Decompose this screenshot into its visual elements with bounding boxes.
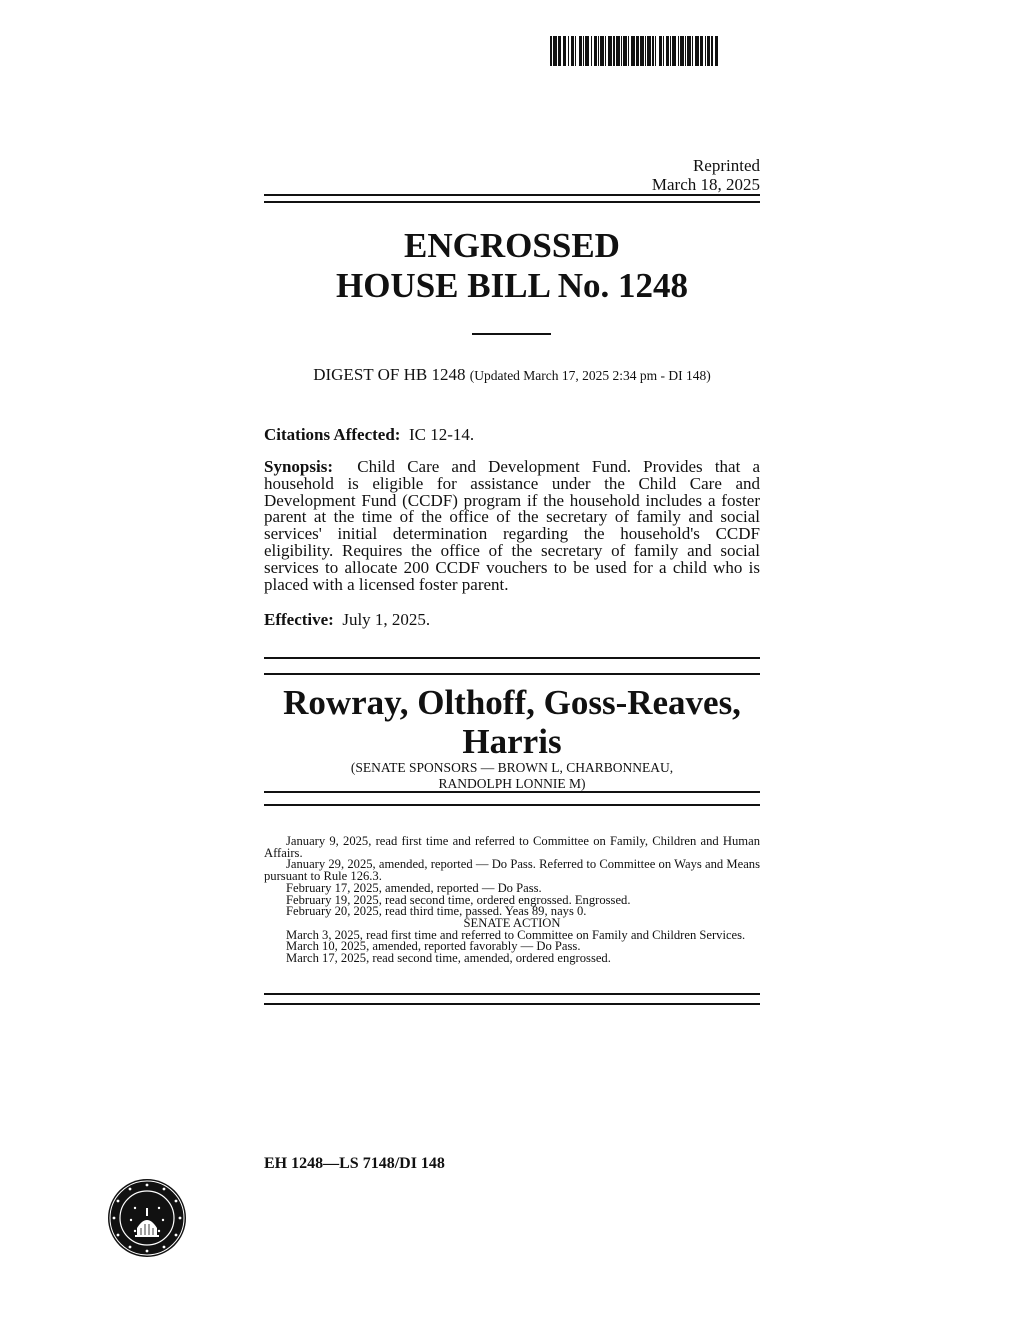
reprinted-label: Reprinted bbox=[692, 156, 760, 175]
senate-sponsors-line2: RANDOLPH LONNIE M) bbox=[438, 776, 586, 791]
bill-title-line1: ENGROSSED bbox=[404, 226, 620, 265]
senate-action-heading: SENATE ACTION bbox=[463, 915, 561, 930]
senate-sponsors bbox=[264, 760, 760, 792]
house-action: February 19, 2025, read second time, ordered engrossed. Engrossed. bbox=[286, 892, 631, 907]
synopsis-label: Synopsis: bbox=[264, 457, 333, 476]
effective-date bbox=[264, 612, 760, 629]
reprint-notice bbox=[264, 156, 760, 194]
effective-label: Effective: bbox=[264, 610, 334, 629]
double-rule bbox=[264, 993, 760, 1005]
citations-affected bbox=[264, 427, 760, 444]
indiana-state-seal-icon bbox=[107, 1178, 187, 1258]
double-rule bbox=[264, 791, 760, 806]
document-id: EH 1248—LS 7148/DI 148 bbox=[264, 1155, 445, 1172]
senate-action: March 17, 2025, read second time, amended, ordered engrossed. bbox=[286, 951, 611, 966]
senate-action: March 3, 2025, read first time and referred to Committee on Family and Children Services. bbox=[286, 927, 746, 942]
digest-updated: (Updated March 17, 2025 2:34 pm - DI 148) bbox=[469, 368, 711, 383]
digest-heading bbox=[264, 365, 760, 385]
house-action: February 17, 2025, amended, reported — Do Pass. bbox=[286, 880, 542, 895]
legislative-history bbox=[264, 836, 760, 965]
barcode bbox=[550, 36, 783, 66]
reprinted-date: March 18, 2025 bbox=[651, 175, 760, 194]
authors-line2: Harris bbox=[462, 722, 562, 761]
house-action: February 20, 2025, read third time, passed. Yeas 89, nays 0. bbox=[286, 904, 587, 919]
synopsis-text: Child Care and Development Fund. Provides that a household is eligible for assistance under the Child Care and Development Fund (CCDF) program if the household includes a foster parent at the time of the office of the secretary of family and social services' initial determination regarding the household's CCDF eligibility. Requires the office of the secretary of family and social services to allocate 200 CCDF vouchers to be used for a child who is placed with a licensed foster parent. bbox=[264, 457, 760, 594]
bill-authors bbox=[264, 683, 760, 761]
synopsis bbox=[264, 459, 760, 593]
house-action: January 29, 2025, amended, reported — Do Pass. Referred to Committee on Ways and Means pursuant to Rule 126.3. bbox=[264, 857, 760, 884]
authors-line1: Rowray, Olthoff, Goss-Reaves, bbox=[283, 683, 741, 722]
senate-action: March 10, 2025, amended, reported favorably — Do Pass. bbox=[286, 939, 581, 954]
digest-label: DIGEST OF HB 1248 bbox=[313, 365, 466, 384]
bill-title bbox=[264, 226, 760, 306]
title-divider bbox=[472, 333, 551, 335]
effective-value: July 1, 2025. bbox=[342, 610, 431, 629]
citations-label: Citations Affected: bbox=[264, 425, 401, 444]
house-action: January 9, 2025, read first time and referred to Committee on Family, Children and Human Affairs. bbox=[264, 834, 760, 860]
senate-sponsors-line1: (SENATE SPONSORS — BROWN L, CHARBONNEAU, bbox=[350, 760, 674, 775]
bill-title-line2: HOUSE BILL No. 1248 bbox=[335, 266, 689, 305]
double-rule bbox=[264, 657, 760, 675]
double-rule bbox=[264, 194, 760, 203]
citations-value: IC 12-14. bbox=[408, 425, 475, 444]
